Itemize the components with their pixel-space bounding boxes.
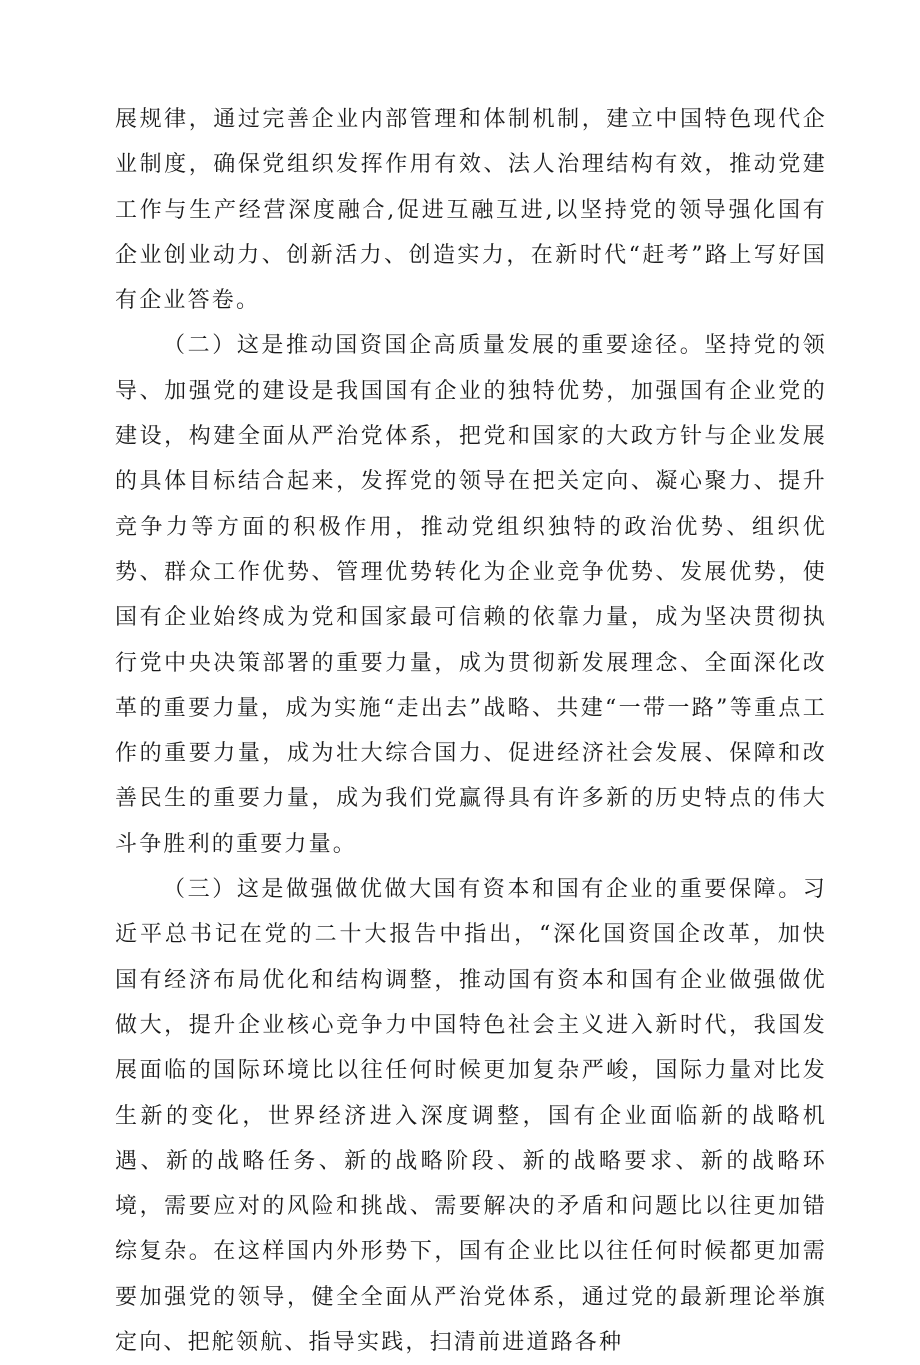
paragraph-continuation: 展规律，通过完善企业内部管理和体制机制，建立中国特色现代企业制度，确保党组织发挥作用有效、法人治理结构有效，推动党建工作与生产经营深度融合,促进互融互进,以坚持党的领导强化国有企业创业动力、创新活力、创造实力，在新时代“赶考”路上写好国有企业答卷。	[115, 107, 827, 314]
document-body	[115, 97, 827, 1365]
paragraph-section-two: （二）这是推动国资国企高质量发展的重要途径。坚持党的领导、加强党的建设是我国国有企业的独特优势，加强国有企业党的建设，构建全面从严治党体系，把党和国家的大政方针与企业发展的具体目标结合起来，发挥党的领导在把关定向、凝心聚力、提升竞争力等方面的积极作用，推动党组织独特的政治优势、组织优势、群众工作优势、管理优势转化为企业竞争优势、发展优势，使国有企业始终成为党和国家最可信赖的依靠力量，成为坚决贯彻执行党中央决策部署的重要力量，成为贯彻新发展理念、全面深化改革的重要力量，成为实施“走出去”战略、共建“一带一路”等重点工作的重要力量，成为壮大综合国力、促进经济社会发展、保障和改善民生的重要力量，成为我们党赢得具有许多新的历史特点的伟大斗争胜利的重要力量。	[115, 333, 827, 857]
paragraph-section-three: （三）这是做强做优做大国有资本和国有企业的重要保障。习近平总书记在党的二十大报告中指出，“深化国资国企改革，加快国有经济布局优化和结构调整，推动国有资本和国有企业做强做优做大，提升企业核心竞争力中国特色社会主义进入新时代，我国发展面临的国际环境比以往任何时候更加复杂严峻，国际力量对比发生新的变化，世界经济进入深度调整，国有企业面临新的战略机遇、新的战略任务、新的战略阶段、新的战略要求、新的战略环境，需要应对的风险和挑战、需要解决的矛盾和问题比以往更加错综复杂。在这样国内外形势下，国有企业比以往任何时候都更加需要加强党的领导，健全全面从严治党体系，通过党的最新理论举旗定向、把舵领航、指导实践，扫清前进道路各种	[115, 877, 827, 1356]
